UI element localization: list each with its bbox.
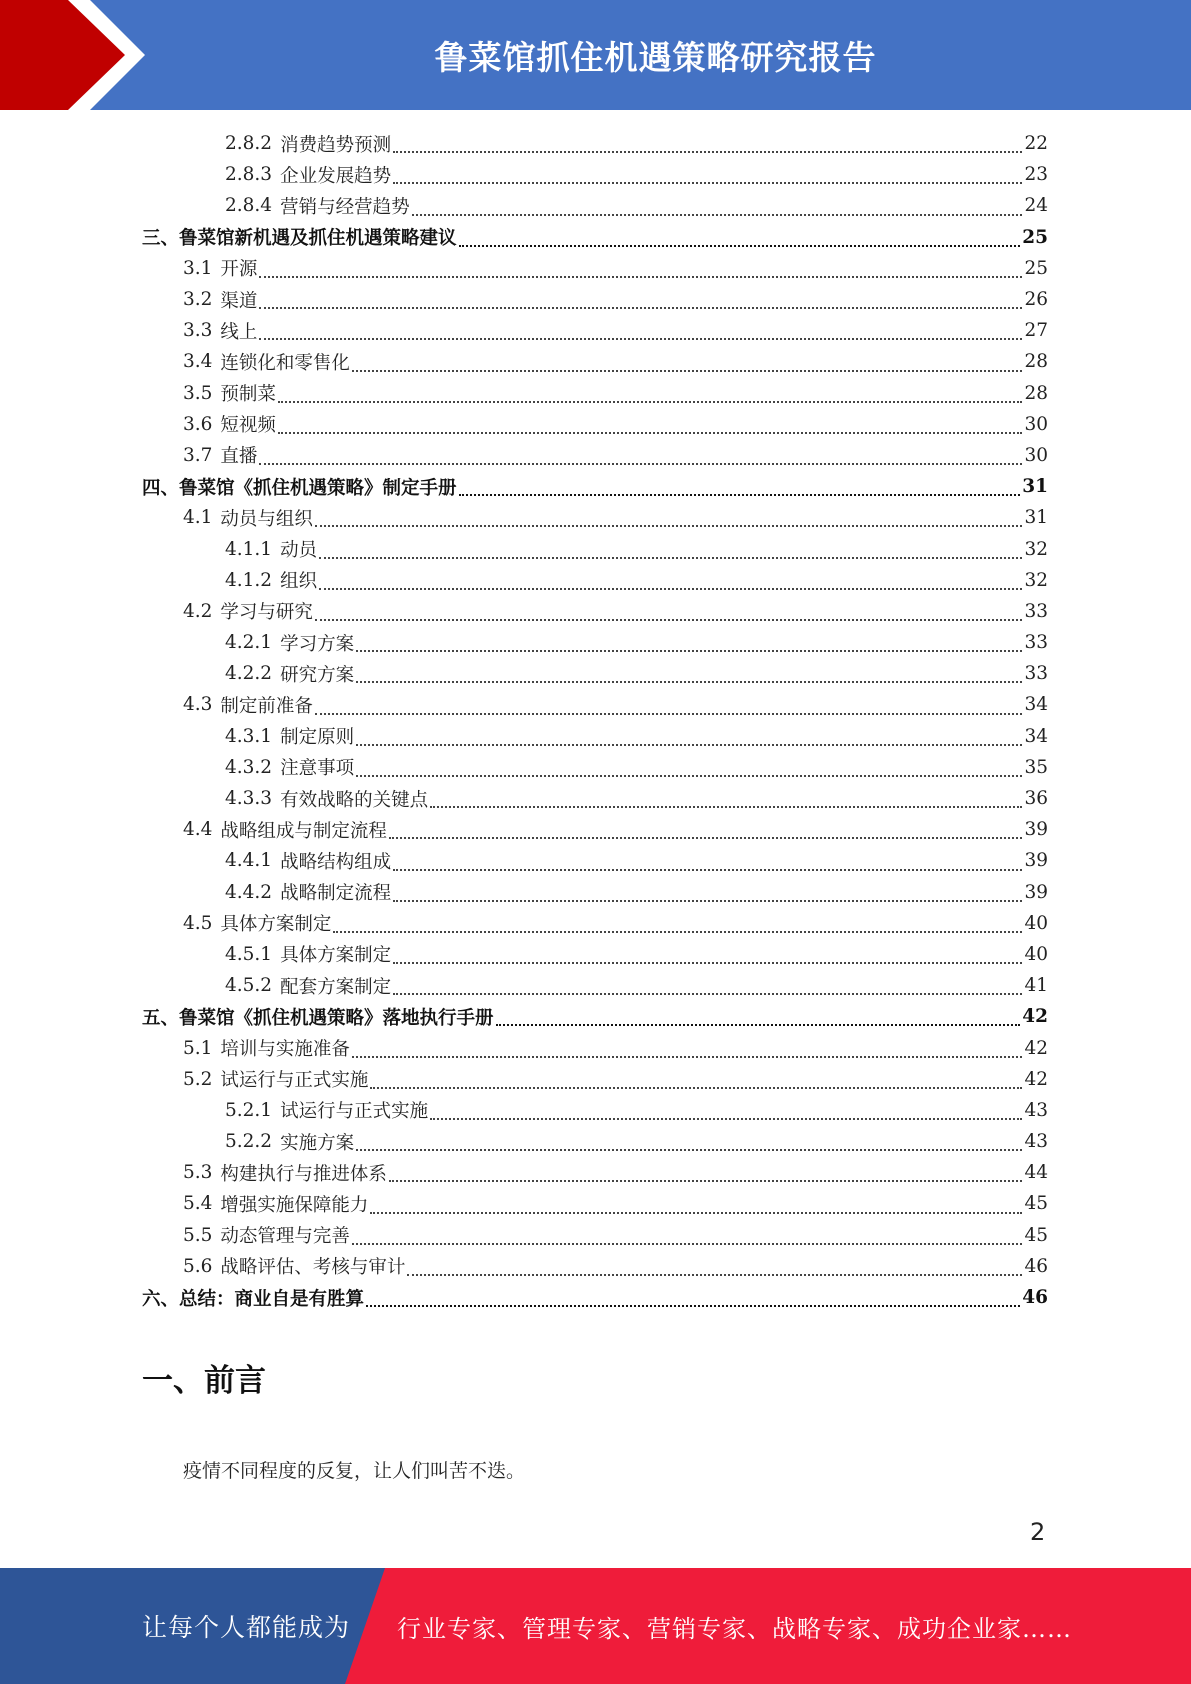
toc-entry-title: 制定原则 [280, 727, 355, 749]
toc-entry-title: 消费趋势预测 [280, 134, 392, 156]
toc-dot-leader [259, 297, 1022, 309]
toc-entry-page: 44 [1024, 1162, 1048, 1184]
toc-entry-number: 5.2.1 [225, 1099, 273, 1121]
toc-entry-page: 43 [1024, 1099, 1048, 1121]
toc-dot-leader [430, 1108, 1022, 1120]
toc-entry-page: 24 [1024, 195, 1048, 217]
toc-entry-title: 学习与研究 [220, 602, 313, 624]
toc-entry-title: 渠道 [220, 290, 258, 312]
toc-entry[interactable] [142, 409, 1048, 440]
toc-entry-page: 39 [1024, 850, 1048, 872]
toc-dot-leader [393, 859, 1022, 871]
toc-dot-leader [389, 1170, 1023, 1182]
toc-entry-page: 42 [1022, 1006, 1048, 1028]
toc-dot-leader [352, 1046, 1023, 1058]
toc-entry-page: 39 [1024, 881, 1048, 903]
toc-entry-page: 42 [1024, 1068, 1048, 1090]
toc-entry[interactable] [142, 845, 1048, 876]
toc-entry-number: 4.5.1 [225, 943, 273, 965]
toc-entry-number: 4.2 [183, 600, 213, 622]
toc-dot-leader [333, 921, 1022, 933]
toc-entry-title: 三、鲁菜馆新机遇及抓住机遇策略建议 [142, 228, 457, 250]
toc-entry-title: 制定前准备 [220, 695, 313, 717]
toc-entry-title: 实施方案 [280, 1132, 355, 1154]
toc-entry-number: 4.5.2 [225, 975, 273, 997]
toc-entry-title: 直播 [220, 446, 258, 468]
toc-dot-leader [393, 890, 1022, 902]
toc-entry-number: 4.3.3 [225, 788, 273, 810]
document-title: 鲁菜馆抓住机遇策略研究报告 [434, 37, 877, 77]
page-number: 2 [1030, 1518, 1046, 1546]
toc-entry[interactable] [142, 502, 1048, 533]
toc-entry-title: 六、总结：商业自是有胜算 [142, 1288, 365, 1310]
toc-entry-page: 33 [1024, 632, 1048, 654]
toc-entry-title: 战略结构组成 [280, 851, 392, 873]
toc-entry-page: 42 [1024, 1037, 1048, 1059]
toc-dot-leader [370, 1202, 1022, 1214]
toc-entry-title: 线上 [220, 321, 258, 343]
toc-entry-number: 3.3 [183, 320, 213, 342]
footer-slogan: 让每个人都能成为 [142, 1613, 351, 1642]
toc-entry[interactable] [142, 565, 1048, 596]
toc-dot-leader [459, 235, 1021, 247]
toc-dot-leader [315, 515, 1023, 527]
toc-dot-leader [356, 765, 1022, 777]
toc-entry-title: 有效战略的关键点 [280, 789, 429, 811]
toc-entry-page: 30 [1024, 413, 1048, 435]
toc-entry-title: 开源 [220, 259, 258, 281]
toc-entry-number: 4.1.1 [225, 538, 273, 560]
toc-dot-leader [259, 328, 1022, 340]
toc-entry-page: 33 [1024, 663, 1048, 685]
toc-entry-number: 2.8.2 [225, 133, 273, 155]
toc-dot-leader [356, 1139, 1022, 1151]
toc-entry-page: 34 [1024, 725, 1048, 747]
toc-entry[interactable] [142, 222, 1048, 253]
toc-entry-title: 动员 [280, 540, 318, 562]
toc-entry-number: 4.1.2 [225, 569, 273, 591]
toc-entry-number: 3.1 [183, 257, 213, 279]
toc-entry-number: 4.5 [183, 912, 213, 934]
toc-entry-page: 46 [1022, 1287, 1048, 1309]
toc-entry-title: 具体方案制定 [220, 914, 332, 936]
toc-entry-page: 46 [1024, 1255, 1048, 1277]
toc-entry-number: 4.3.1 [225, 725, 273, 747]
toc-entry-number: 4.1 [183, 507, 213, 529]
toc-entry[interactable] [142, 783, 1048, 814]
toc-dot-leader [356, 671, 1022, 683]
toc-dot-leader [278, 422, 1023, 434]
toc-entry-title: 四、鲁菜馆《抓住机遇策略》制定手册 [142, 477, 457, 499]
toc-entry-title: 企业发展趋势 [280, 165, 392, 187]
toc-entry-page: 45 [1024, 1193, 1048, 1215]
toc-entry-page: 45 [1024, 1224, 1048, 1246]
toc-entry-page: 28 [1024, 351, 1048, 373]
toc-entry[interactable] [142, 1157, 1048, 1188]
toc-dot-leader [412, 204, 1023, 216]
toc-dot-leader [393, 952, 1022, 964]
toc-entry-page: 27 [1024, 320, 1048, 342]
toc-entry-title: 战略组成与制定流程 [220, 820, 387, 842]
toc-entry-page: 23 [1024, 164, 1048, 186]
toc-entry-page: 30 [1024, 444, 1048, 466]
toc-entry[interactable] [142, 970, 1048, 1001]
toc-entry-number: 4.4.1 [225, 850, 273, 872]
toc-entry[interactable] [142, 253, 1048, 284]
toc-dot-leader [352, 1233, 1023, 1245]
toc-entry[interactable] [142, 315, 1048, 346]
toc-entry[interactable] [142, 877, 1048, 908]
toc-entry-page: 26 [1024, 289, 1048, 311]
table-of-contents [142, 128, 1048, 1313]
toc-entry-number: 4.3.2 [225, 756, 273, 778]
toc-entry-page: 39 [1024, 819, 1048, 841]
toc-entry-page: 34 [1024, 694, 1048, 716]
toc-entry[interactable] [142, 378, 1048, 409]
toc-entry[interactable] [142, 471, 1048, 502]
toc-entry-title: 培训与实施准备 [220, 1039, 350, 1061]
toc-entry[interactable] [142, 627, 1048, 658]
toc-entry-number: 2.8.3 [225, 164, 273, 186]
toc-entry-number: 3.2 [183, 289, 213, 311]
toc-entry-title: 构建执行与推进体系 [220, 1163, 387, 1185]
toc-entry-number: 5.1 [183, 1037, 213, 1059]
toc-dot-leader [366, 1295, 1020, 1307]
toc-entry-page: 40 [1024, 912, 1048, 934]
toc-entry-number: 3.7 [183, 444, 213, 466]
toc-dot-leader [407, 1264, 1022, 1276]
footer-tagline: 行业专家、管理专家、营销专家、战略专家、成功企业家…… [397, 1614, 1072, 1643]
toc-entry[interactable] [142, 1282, 1048, 1313]
toc-dot-leader [389, 827, 1023, 839]
toc-entry[interactable] [142, 1001, 1048, 1032]
toc-entry-page: 40 [1024, 943, 1048, 965]
toc-entry-number: 3.6 [183, 413, 213, 435]
toc-entry-title: 短视频 [220, 415, 276, 437]
toc-entry-page: 41 [1024, 975, 1048, 997]
toc-dot-leader [356, 734, 1022, 746]
toc-entry-number: 3.4 [183, 351, 213, 373]
toc-entry-title: 配套方案制定 [280, 976, 392, 998]
toc-entry[interactable] [142, 1064, 1048, 1095]
toc-entry-page: 25 [1022, 226, 1048, 248]
toc-entry[interactable] [142, 1220, 1048, 1251]
toc-entry-number: 5.3 [183, 1162, 213, 1184]
toc-entry[interactable] [142, 1251, 1048, 1282]
toc-entry-number: 4.4 [183, 819, 213, 841]
toc-dot-leader [319, 547, 1022, 559]
toc-entry[interactable] [142, 533, 1048, 564]
toc-entry-page: 25 [1024, 257, 1048, 279]
toc-dot-leader [459, 484, 1021, 496]
toc-dot-leader [496, 1014, 1021, 1026]
toc-dot-leader [315, 609, 1023, 621]
toc-entry-number: 2.8.4 [225, 195, 273, 217]
toc-dot-leader [259, 453, 1022, 465]
toc-entry-title: 具体方案制定 [280, 945, 392, 967]
toc-entry[interactable] [142, 128, 1048, 159]
toc-entry-title: 营销与经营趋势 [280, 196, 410, 218]
toc-entry[interactable] [142, 596, 1048, 627]
toc-dot-leader [393, 141, 1022, 153]
toc-entry-title: 注意事项 [280, 758, 355, 780]
toc-entry[interactable] [142, 190, 1048, 221]
toc-entry-number: 4.4.2 [225, 881, 273, 903]
toc-entry-page: 28 [1024, 382, 1048, 404]
toc-entry[interactable] [142, 1095, 1048, 1126]
toc-entry[interactable] [142, 1126, 1048, 1157]
toc-entry[interactable] [142, 1032, 1048, 1063]
toc-entry-number: 5.6 [183, 1255, 213, 1277]
toc-entry-number: 5.2 [183, 1068, 213, 1090]
toc-entry-page: 32 [1024, 569, 1048, 591]
toc-entry-number: 5.4 [183, 1193, 213, 1215]
toc-entry[interactable] [142, 1188, 1048, 1219]
toc-entry-title: 试运行与正式实施 [220, 1070, 369, 1092]
toc-entry[interactable] [142, 721, 1048, 752]
toc-entry-title: 连锁化和零售化 [220, 352, 350, 374]
toc-entry-title: 战略评估、考核与审计 [220, 1257, 406, 1279]
toc-entry-number: 4.2.2 [225, 663, 273, 685]
toc-entry-title: 研究方案 [280, 664, 355, 686]
toc-entry-title: 动员与组织 [220, 508, 313, 530]
toc-entry-page: 22 [1024, 133, 1048, 155]
toc-entry[interactable] [142, 689, 1048, 720]
toc-entry[interactable] [142, 752, 1048, 783]
toc-entry[interactable] [142, 284, 1048, 315]
toc-dot-leader [393, 983, 1022, 995]
toc-entry-title: 战略制定流程 [280, 883, 392, 905]
page-footer [0, 1568, 1191, 1684]
toc-dot-leader [356, 640, 1022, 652]
toc-entry-title: 动态管理与完善 [220, 1226, 350, 1248]
toc-dot-leader [430, 796, 1022, 808]
toc-entry-title: 五、鲁菜馆《抓住机遇策略》落地执行手册 [142, 1007, 494, 1029]
toc-dot-leader [319, 578, 1022, 590]
toc-entry[interactable] [142, 159, 1048, 190]
toc-entry-page: 43 [1024, 1131, 1048, 1153]
toc-entry[interactable] [142, 814, 1048, 845]
body-paragraph: 疫情不同程度的反复，让人们叫苦不迭。 [183, 1460, 526, 1482]
toc-entry-number: 4.3 [183, 694, 213, 716]
toc-dot-leader [278, 391, 1023, 403]
toc-dot-leader [315, 703, 1023, 715]
toc-entry-page: 33 [1024, 600, 1048, 622]
toc-dot-leader [259, 266, 1022, 278]
toc-entry-title: 组织 [280, 571, 318, 593]
toc-entry-page: 31 [1024, 507, 1048, 529]
toc-dot-leader [370, 1077, 1022, 1089]
toc-entry[interactable] [142, 939, 1048, 970]
section-heading: 一、前言 [142, 1363, 266, 1399]
toc-dot-leader [393, 172, 1022, 184]
toc-entry[interactable] [142, 908, 1048, 939]
toc-entry-number: 5.2.2 [225, 1131, 273, 1153]
toc-entry[interactable] [142, 346, 1048, 377]
toc-entry[interactable] [142, 658, 1048, 689]
toc-dot-leader [352, 360, 1023, 372]
toc-entry-title: 试运行与正式实施 [280, 1101, 429, 1123]
toc-entry-title: 预制菜 [220, 384, 276, 406]
toc-entry-title: 学习方案 [280, 633, 355, 655]
toc-entry-page: 32 [1024, 538, 1048, 560]
toc-entry-number: 5.5 [183, 1224, 213, 1246]
toc-entry-page: 31 [1022, 476, 1048, 498]
toc-entry-number: 3.5 [183, 382, 213, 404]
toc-entry-title: 增强实施保障能力 [220, 1194, 369, 1216]
page-header [0, 0, 1191, 110]
toc-entry[interactable] [142, 440, 1048, 471]
toc-entry-number: 4.2.1 [225, 632, 273, 654]
toc-entry-page: 36 [1024, 788, 1048, 810]
toc-entry-page: 35 [1024, 756, 1048, 778]
